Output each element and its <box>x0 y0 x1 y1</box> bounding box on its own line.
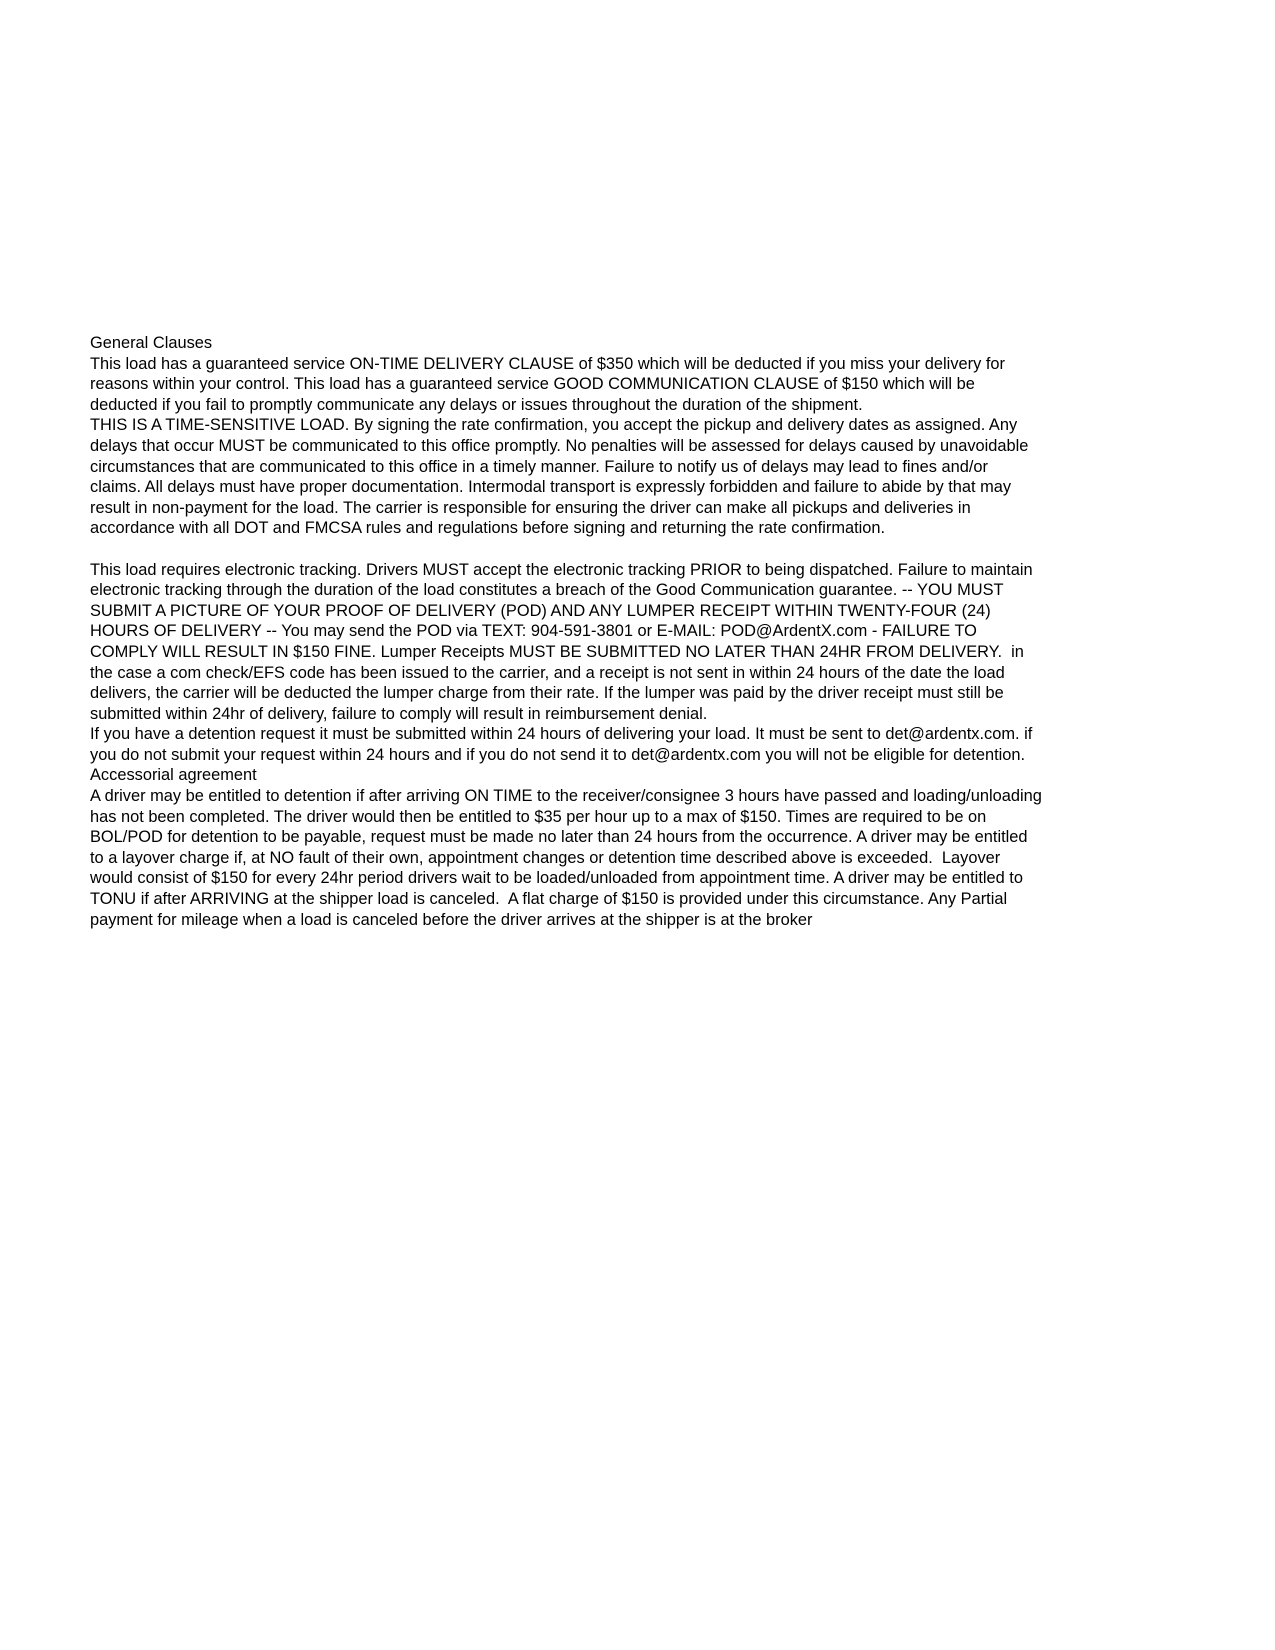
clause-line: would consist of $150 for every 24hr period drivers wait to be loaded/unloaded from appointment time. A driver may be entitled to <box>90 869 1023 888</box>
clause-line: accordance with all DOT and FMCSA rules and regulations before signing and returning the rate confirmation. <box>90 519 886 538</box>
clause-line: the case a com check/EFS code has been issued to the carrier, and a receipt is not sent in within 24 hours of the date the load <box>90 663 1005 682</box>
clause-line: result in non-payment for the load. The carrier is responsible for ensuring the driver can make all pickups and deliveries in <box>90 498 971 517</box>
clause-line: electronic tracking through the duration of the load constitutes a breach of the Good Communication guarantee. -- YOU MUST <box>90 581 1004 600</box>
clause-line: submitted within 24hr of delivery, failure to comply will result in reimbursement denial. <box>90 704 708 723</box>
clause-line: This load has a guaranteed service ON-TIME DELIVERY CLAUSE of $350 which will be deducted if you miss your delivery for <box>90 354 1005 373</box>
clauses-text-block <box>90 333 1190 930</box>
clause-line: delivers, the carrier will be deducted the lumper charge from their rate. If the lumper was paid by the driver receipt must still be <box>90 684 1004 703</box>
clause-line: delays that occur MUST be communicated to this office promptly. No penalties will be assessed for delays caused by unavoidable <box>90 436 1029 455</box>
clause-line: COMPLY WILL RESULT IN $150 FINE. Lumper Receipts MUST BE SUBMITTED NO LATER THAN 24HR FROM DELIVERY. in <box>90 642 1024 661</box>
clause-line: to a layover charge if, at NO fault of their own, appointment changes or detention time described above is exceeded. Layover <box>90 848 1001 867</box>
clause-line: HOURS OF DELIVERY -- You may send the POD via TEXT: 904-591-3801 or E-MAIL: POD@ArdentX.com - FAILURE TO <box>90 622 977 641</box>
section-heading-accessorial-agreement: Accessorial agreement <box>90 766 257 785</box>
clause-line: has not been completed. The driver would then be entitled to $35 per hour up to a max of $150. Times are required to be on <box>90 807 987 826</box>
clause-line: reasons within your control. This load has a guaranteed service GOOD COMMUNICATION CLAUSE of $150 which will be <box>90 375 975 394</box>
clause-line: circumstances that are communicated to this office in a timely manner. Failure to notify us of delays may lead to fines and/or <box>90 457 988 476</box>
clause-line: THIS IS A TIME-SENSITIVE LOAD. By signing the rate confirmation, you accept the pickup and delivery dates as assigned. Any <box>90 416 1018 435</box>
paragraph-spacer <box>90 539 1190 560</box>
clause-line: SUBMIT A PICTURE OF YOUR PROOF OF DELIVERY (POD) AND ANY LUMPER RECEIPT WITHIN TWENTY-FOUR (24) <box>90 601 991 620</box>
clause-line: This load requires electronic tracking. Drivers MUST accept the electronic tracking PRIOR to being dispatched. Failure to maintain <box>90 560 1033 579</box>
clause-line: deducted if you fail to promptly communicate any delays or issues throughout the duration of the shipment. <box>90 395 863 414</box>
clause-line: you do not submit your request within 24 hours and if you do not send it to det@ardentx.com you will not be eligible for detention. <box>90 745 1026 764</box>
clause-line: A driver may be entitled to detention if after arriving ON TIME to the receiver/consignee 3 hours have passed and loading/unloading <box>90 787 1042 806</box>
section-heading-general-clauses: General Clauses <box>90 334 213 352</box>
clause-line: BOL/POD for detention to be payable, request must be made no later than 24 hours from the occurrence. A driver may be entitled <box>90 828 1028 847</box>
clause-line: payment for mileage when a load is canceled before the driver arrives at the shipper is at the broker <box>90 910 813 929</box>
clause-line: If you have a detention request it must be submitted within 24 hours of delivering your load. It must be sent to det@ardentx.com. if <box>90 725 1033 744</box>
clause-line: TONU if after ARRIVING at the shipper load is canceled. A flat charge of $150 is provided under this circumstance. Any Partial <box>90 890 1008 909</box>
clause-line: claims. All delays must have proper documentation. Intermodal transport is expressly forbidden and failure to abide by that may <box>90 478 1012 497</box>
